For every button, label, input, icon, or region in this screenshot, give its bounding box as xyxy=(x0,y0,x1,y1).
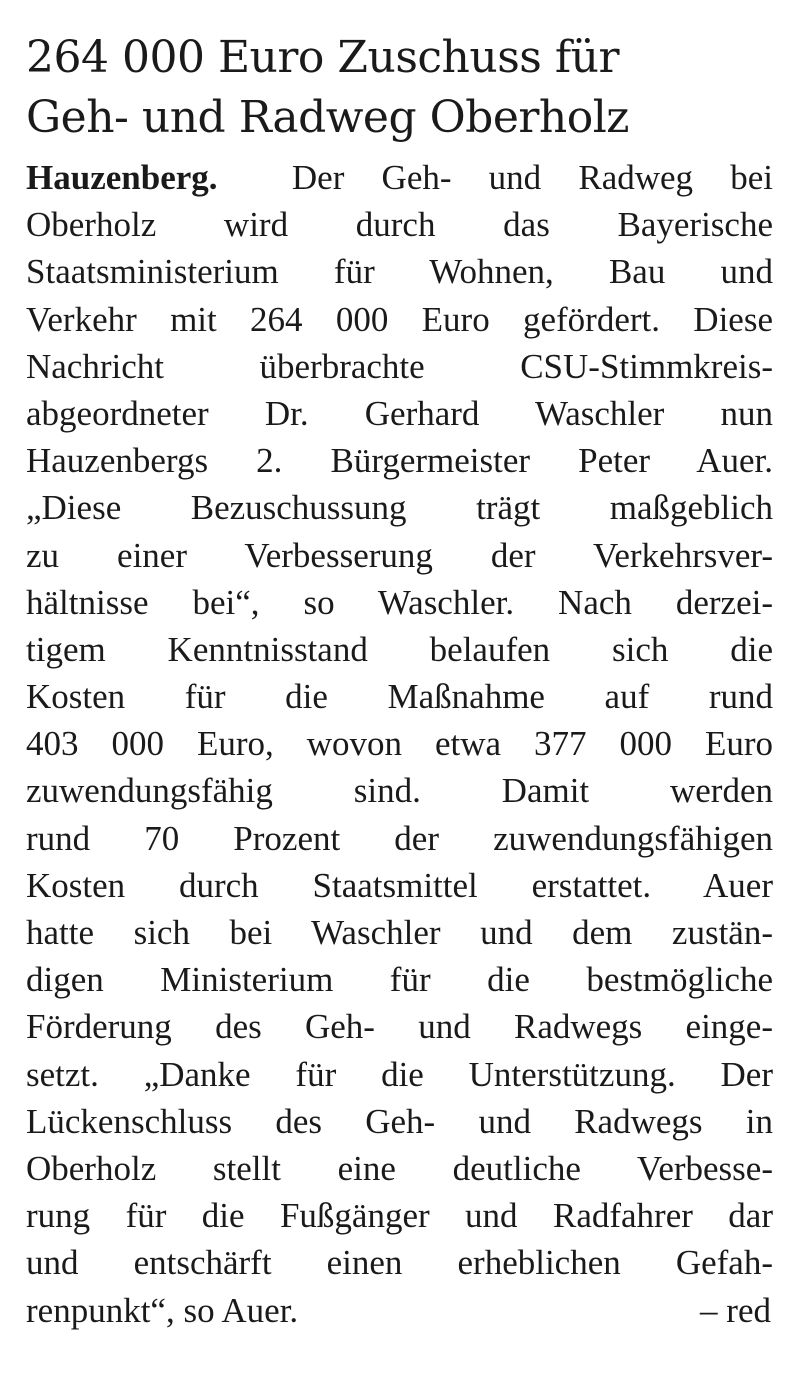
body-line: setzt. „Danke für die Unterstützung. Der xyxy=(26,1054,773,1094)
headline-line: Geh- und Radweg Oberholz xyxy=(26,92,629,143)
body-line: Nachricht überbrachte CSU-Stimmkreis- xyxy=(26,346,773,386)
body-line xyxy=(26,154,773,201)
body-text: renpunkt“, so Auer. xyxy=(26,1290,299,1330)
body-line: Verkehr mit 264 000 Euro gefördert. Diese xyxy=(26,299,773,339)
body-line: zuwendungsfähig sind. Damit werden xyxy=(26,771,773,811)
body-line: tigem Kenntnisstand belaufen sich die xyxy=(26,629,773,669)
body-line: hältnisse bei“, so Waschler. Nach derzei- xyxy=(26,582,773,622)
headline-line: 264 000 Euro Zuschuss für xyxy=(26,32,620,83)
body-line: rung für die Fußgänger und Radfahrer dar xyxy=(26,1196,773,1236)
body-line: Oberholz stellt eine deutliche Verbesse- xyxy=(26,1148,773,1188)
body-line xyxy=(26,1287,773,1334)
news-article xyxy=(26,28,773,1334)
body-line: 403 000 Euro, wovon etwa 377 000 Euro xyxy=(26,724,773,764)
body-line-group xyxy=(26,201,773,1286)
body-line: und entschärft einen erheblichen Gefah- xyxy=(26,1243,773,1283)
body-line: Kosten durch Staatsmittel erstattet. Auer xyxy=(26,865,773,905)
body-line: rund 70 Prozent der zuwendungsfähigen xyxy=(26,818,773,858)
author-byline: – red xyxy=(700,1290,771,1330)
body-line: hatte sich bei Waschler und dem zustän- xyxy=(26,913,773,952)
body-line: zu einer Verbesserung der Verkehrsver- xyxy=(26,535,773,575)
body-text: Der Geh- und Radweg bei xyxy=(291,158,773,197)
body-line: abgeordneter Dr. Gerhard Waschler nun xyxy=(26,393,773,433)
body-line: digen Ministerium für die bestmögliche xyxy=(26,960,773,1000)
body-line: Kosten für die Maßnahme auf rund xyxy=(26,677,773,717)
dateline: Hauzenberg. xyxy=(26,158,218,197)
article-body xyxy=(26,154,773,1334)
body-line: Förderung des Geh- und Radwegs einge- xyxy=(26,1007,773,1047)
body-line: Hauzenbergs 2. Bürgermeister Peter Auer. xyxy=(26,441,773,481)
body-line: Staatsministerium für Wohnen, Bau und xyxy=(26,252,773,292)
article-headline xyxy=(26,28,773,148)
body-line: Oberholz wird durch das Bayerische xyxy=(26,205,773,245)
body-line: „Diese Bezuschussung trägt maßgeblich xyxy=(26,488,773,528)
body-line: Lückenschluss des Geh- und Radwegs in xyxy=(26,1101,773,1141)
